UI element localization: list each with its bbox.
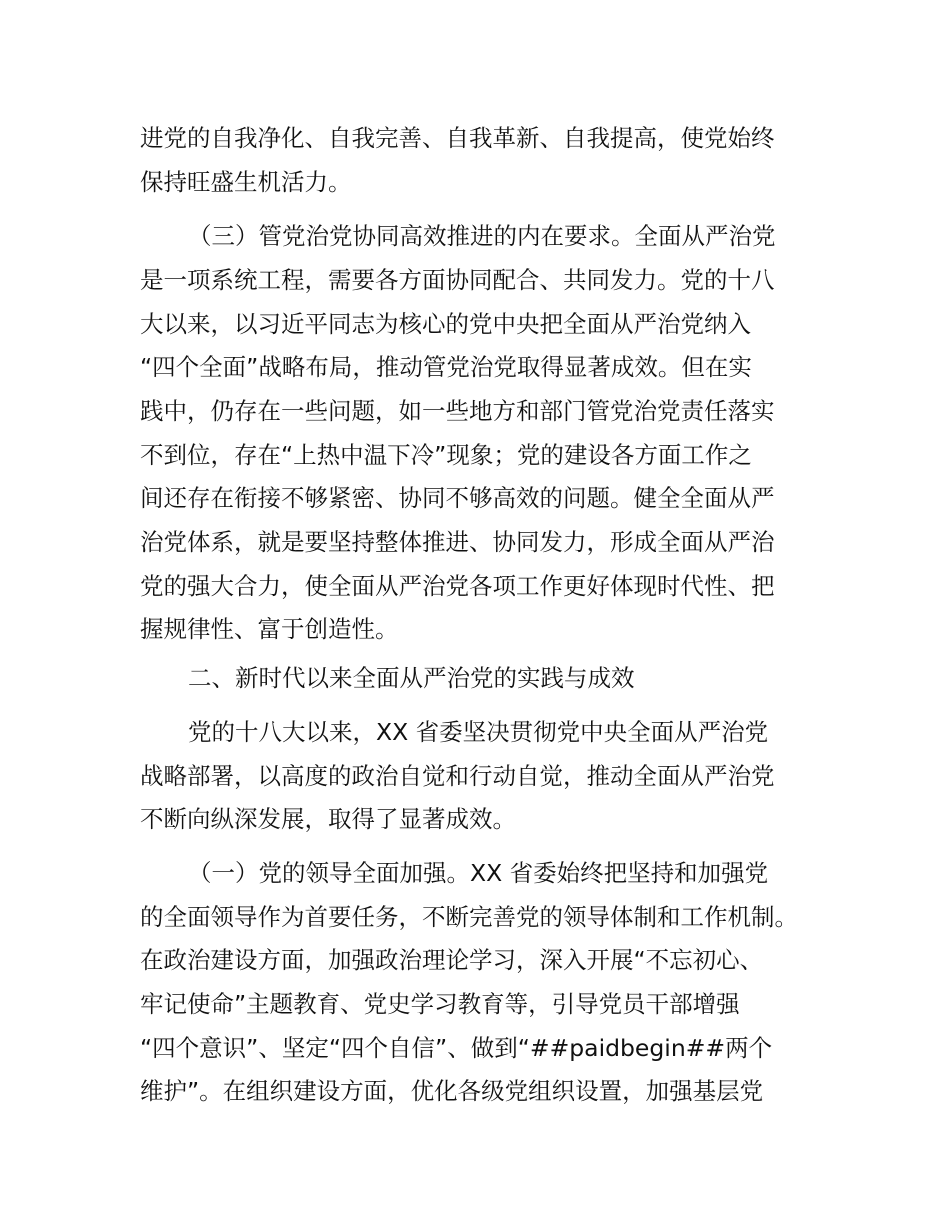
- paragraph-line: 进党的自我净化、自我完善、自我革新、自我提高，使党始终: [140, 124, 775, 152]
- paragraph-line: 握规律性、富于创造性。: [140, 615, 399, 643]
- paragraph-line: 战略部署，以高度的政治自觉和行动自觉，推动全面从严治党: [140, 762, 775, 790]
- paragraph-line: 党的十八大以来，XX 省委坚决贯彻党中央全面从严治党: [188, 718, 769, 746]
- paragraph-line: 不断向纵深发展，取得了显著成效。: [140, 805, 516, 833]
- section-heading-1: （一）党的领导全面加强。XX 省委始终把坚持和加强党: [188, 859, 769, 887]
- paragraph-line: 在政治建设方面，加强政治理论学习，深入开展“不忘初心、: [140, 946, 764, 974]
- paragraph-line: “四个意识”、坚定“四个自信”、做到“##paidbegin##两个: [140, 1034, 773, 1062]
- paragraph-line: 不到位，存在“上热中温下冷”现象；党的建设各方面工作之: [140, 441, 752, 469]
- paragraph-line: 牢记使命”主题教育、党史学习教育等，引导党员干部增强: [140, 990, 740, 1018]
- paragraph-line: 是一项系统工程，需要各方面协同配合、共同发力。党的十八: [140, 266, 775, 294]
- paragraph-line: 的全面领导作为首要任务，不断完善党的领导体制和工作机制。: [140, 903, 798, 931]
- paragraph-line: “四个全面”战略布局，推动管党治党取得显著成效。但在实: [140, 353, 752, 381]
- paragraph-line: 间还存在衔接不够紧密、协同不够高效的问题。健全全面从严: [140, 484, 775, 512]
- paragraph-line: 大以来，以习近平同志为核心的党中央把全面从严治党纳入: [140, 310, 751, 338]
- paragraph-line: 保持旺盛生机活力。: [140, 168, 352, 196]
- section-heading-2: 二、新时代以来全面从严治党的实践与成效: [188, 664, 635, 692]
- paragraph-line: 践中，仍存在一些问题，如一些地方和部门管党治党责任落实: [140, 397, 775, 425]
- paragraph-line: 治党体系，就是要坚持整体推进、协同发力，形成全面从严治: [140, 528, 775, 556]
- paragraph-line: 党的强大合力，使全面从严治党各项工作更好体现时代性、把: [140, 572, 775, 600]
- paragraph-line: 维护”。在组织建设方面，优化各级党组织设置，加强基层党: [140, 1077, 764, 1105]
- section-heading-3: （三）管党治党协同高效推进的内在要求。全面从严治党: [188, 222, 776, 250]
